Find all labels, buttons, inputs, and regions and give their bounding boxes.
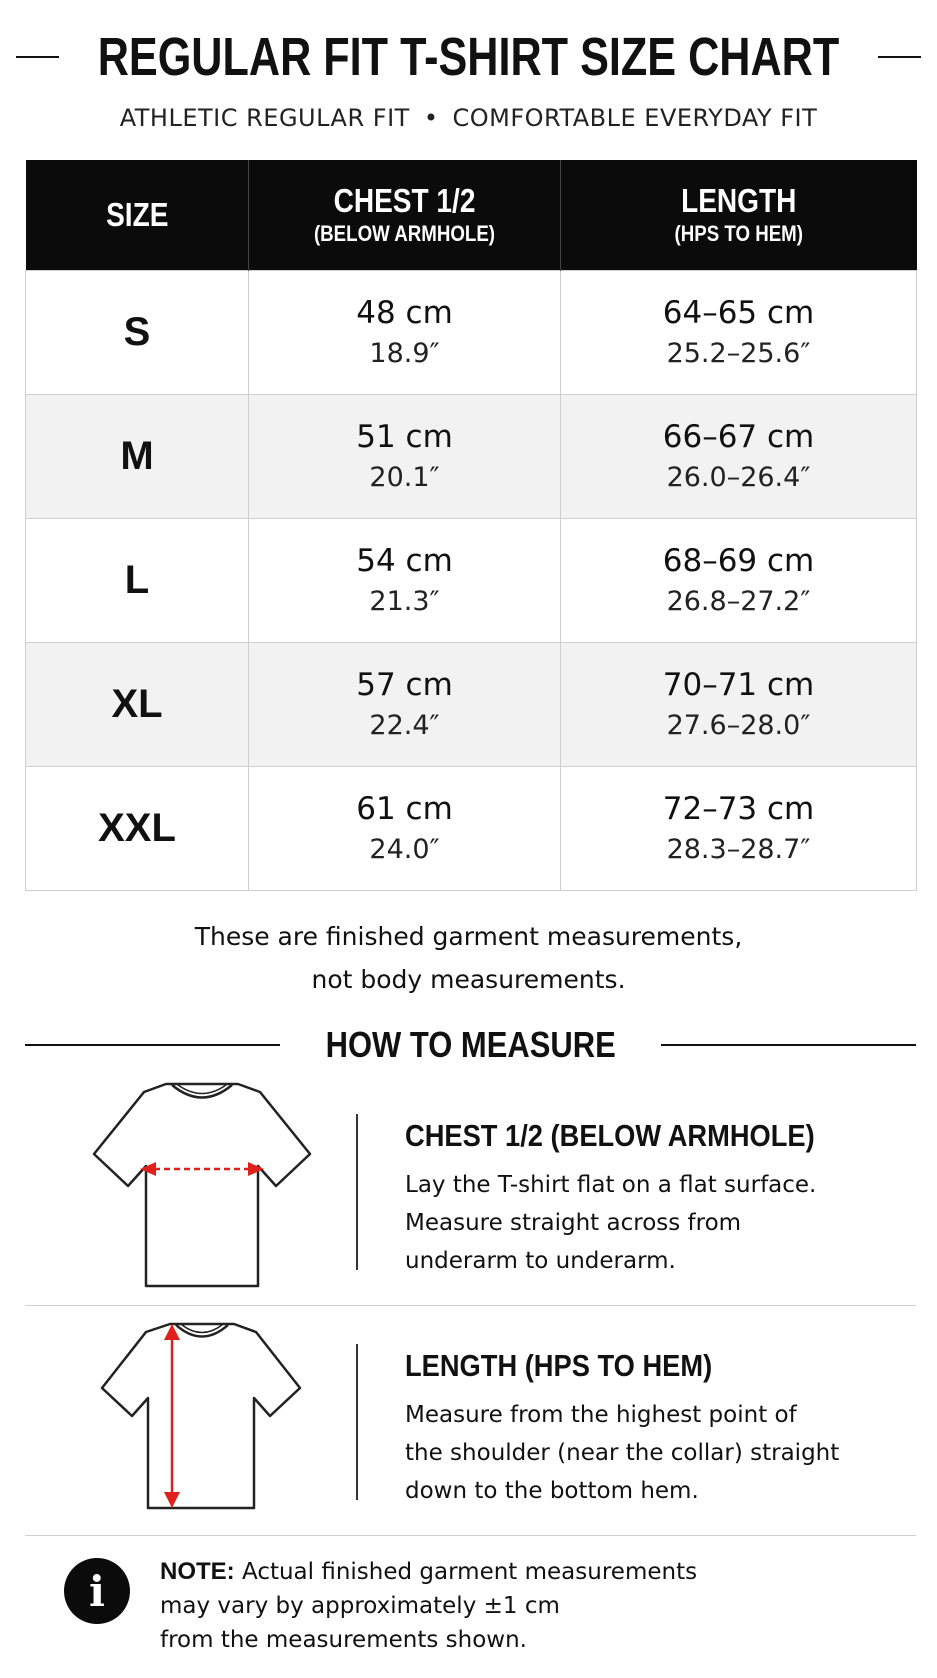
chest-cell [249, 395, 561, 519]
length-cm: 66–67 cm [662, 418, 815, 455]
note-line2: may vary by approximately ±1 cm [160, 1593, 560, 1619]
length-in: 28.3–28.7″ [666, 833, 811, 865]
length-cell [561, 271, 917, 395]
chest-section-divider-line [356, 1114, 358, 1270]
chest-in: 20.1″ [369, 461, 440, 493]
chest-in: 24.0″ [369, 833, 440, 865]
header-chest: CHEST 1/2 (BELOW ARMHOLE) [249, 160, 561, 271]
title-row [0, 22, 937, 92]
subtitle-right: COMFORTABLE EVERYDAY FIT [452, 104, 818, 132]
chest-cm: 61 cm [356, 790, 453, 827]
chest-instructions: Lay the T-shirt flat on a flat surface. Measure straight across from underarm to underarm. [405, 1172, 817, 1274]
chest-cm: 57 cm [356, 666, 453, 703]
length-cell [561, 643, 917, 767]
how-to-measure-title: HOW TO MEASURE [325, 1024, 616, 1065]
subtitle [0, 104, 937, 132]
length-cm: 70–71 cm [662, 666, 815, 703]
length-cell [561, 767, 917, 891]
length-in: 26.8–27.2″ [666, 585, 811, 617]
length-cm: 68–69 cm [662, 542, 815, 579]
chest-cell [249, 519, 561, 643]
chest-in: 21.3″ [369, 585, 440, 617]
table-row [26, 271, 917, 395]
section-divider [25, 1305, 916, 1306]
subtitle-separator: • [423, 104, 439, 132]
chest-in: 22.4″ [369, 709, 440, 741]
title-rule-right [878, 56, 921, 58]
how-to-measure-header [25, 1024, 916, 1066]
page-title: REGULAR FIT T-SHIRT SIZE CHART [97, 27, 840, 87]
title-rule-left [16, 56, 59, 58]
chest-cm: 48 cm [356, 294, 453, 331]
size-cell: XL [26, 643, 249, 767]
length-in: 26.0–26.4″ [666, 461, 811, 493]
length-in: 27.6–28.0″ [666, 709, 811, 741]
header-length: LENGTH (HPS TO HEM) [561, 160, 917, 271]
finished-measurement-note [0, 915, 937, 1001]
table-row [26, 767, 917, 891]
chest-cell [249, 643, 561, 767]
htm-rule-left [25, 1044, 280, 1046]
header-size: SIZE [26, 160, 249, 271]
note-label: NOTE: [160, 1558, 235, 1585]
chest-cell [249, 767, 561, 891]
length-in: 25.2–25.6″ [666, 337, 811, 369]
table-header-row [26, 160, 917, 271]
finish-note-line1: These are finished garment measurements, [194, 922, 743, 951]
length-cm: 72–73 cm [662, 790, 815, 827]
length-cm: 64–65 cm [662, 294, 815, 331]
note-line3: from the measurements shown. [160, 1627, 527, 1653]
size-cell: S [26, 271, 249, 395]
chest-cell [249, 271, 561, 395]
tshirt-chest-icon [88, 1076, 316, 1296]
htm-rule-right [661, 1044, 916, 1046]
subtitle-left: ATHLETIC REGULAR FIT [119, 104, 410, 132]
table-row [26, 395, 917, 519]
length-cell [561, 519, 917, 643]
finish-note-line2: not body measurements. [311, 965, 626, 994]
length-cell [561, 395, 917, 519]
tshirt-length-icon [98, 1318, 304, 1516]
disclaimer-note [160, 1555, 860, 1657]
table-row [26, 519, 917, 643]
size-table [25, 160, 917, 891]
length-section-divider-line [356, 1344, 358, 1500]
section-divider [25, 1535, 916, 1536]
size-cell: XXL [26, 767, 249, 891]
table-row [26, 643, 917, 767]
size-cell: L [26, 519, 249, 643]
length-heading: LENGTH (HPS TO HEM) [405, 1348, 713, 1383]
chest-cm: 51 cm [356, 418, 453, 455]
chest-cm: 54 cm [356, 542, 453, 579]
note-line1: Actual finished garment measurements [234, 1559, 698, 1585]
chest-in: 18.9″ [369, 337, 440, 369]
size-cell: M [26, 395, 249, 519]
length-instructions: Measure from the highest point of the shoulder (near the collar) straight down to the bottom hem. [405, 1402, 840, 1504]
info-icon: i [64, 1558, 130, 1624]
chest-heading: CHEST 1/2 (BELOW ARMHOLE) [405, 1118, 815, 1153]
